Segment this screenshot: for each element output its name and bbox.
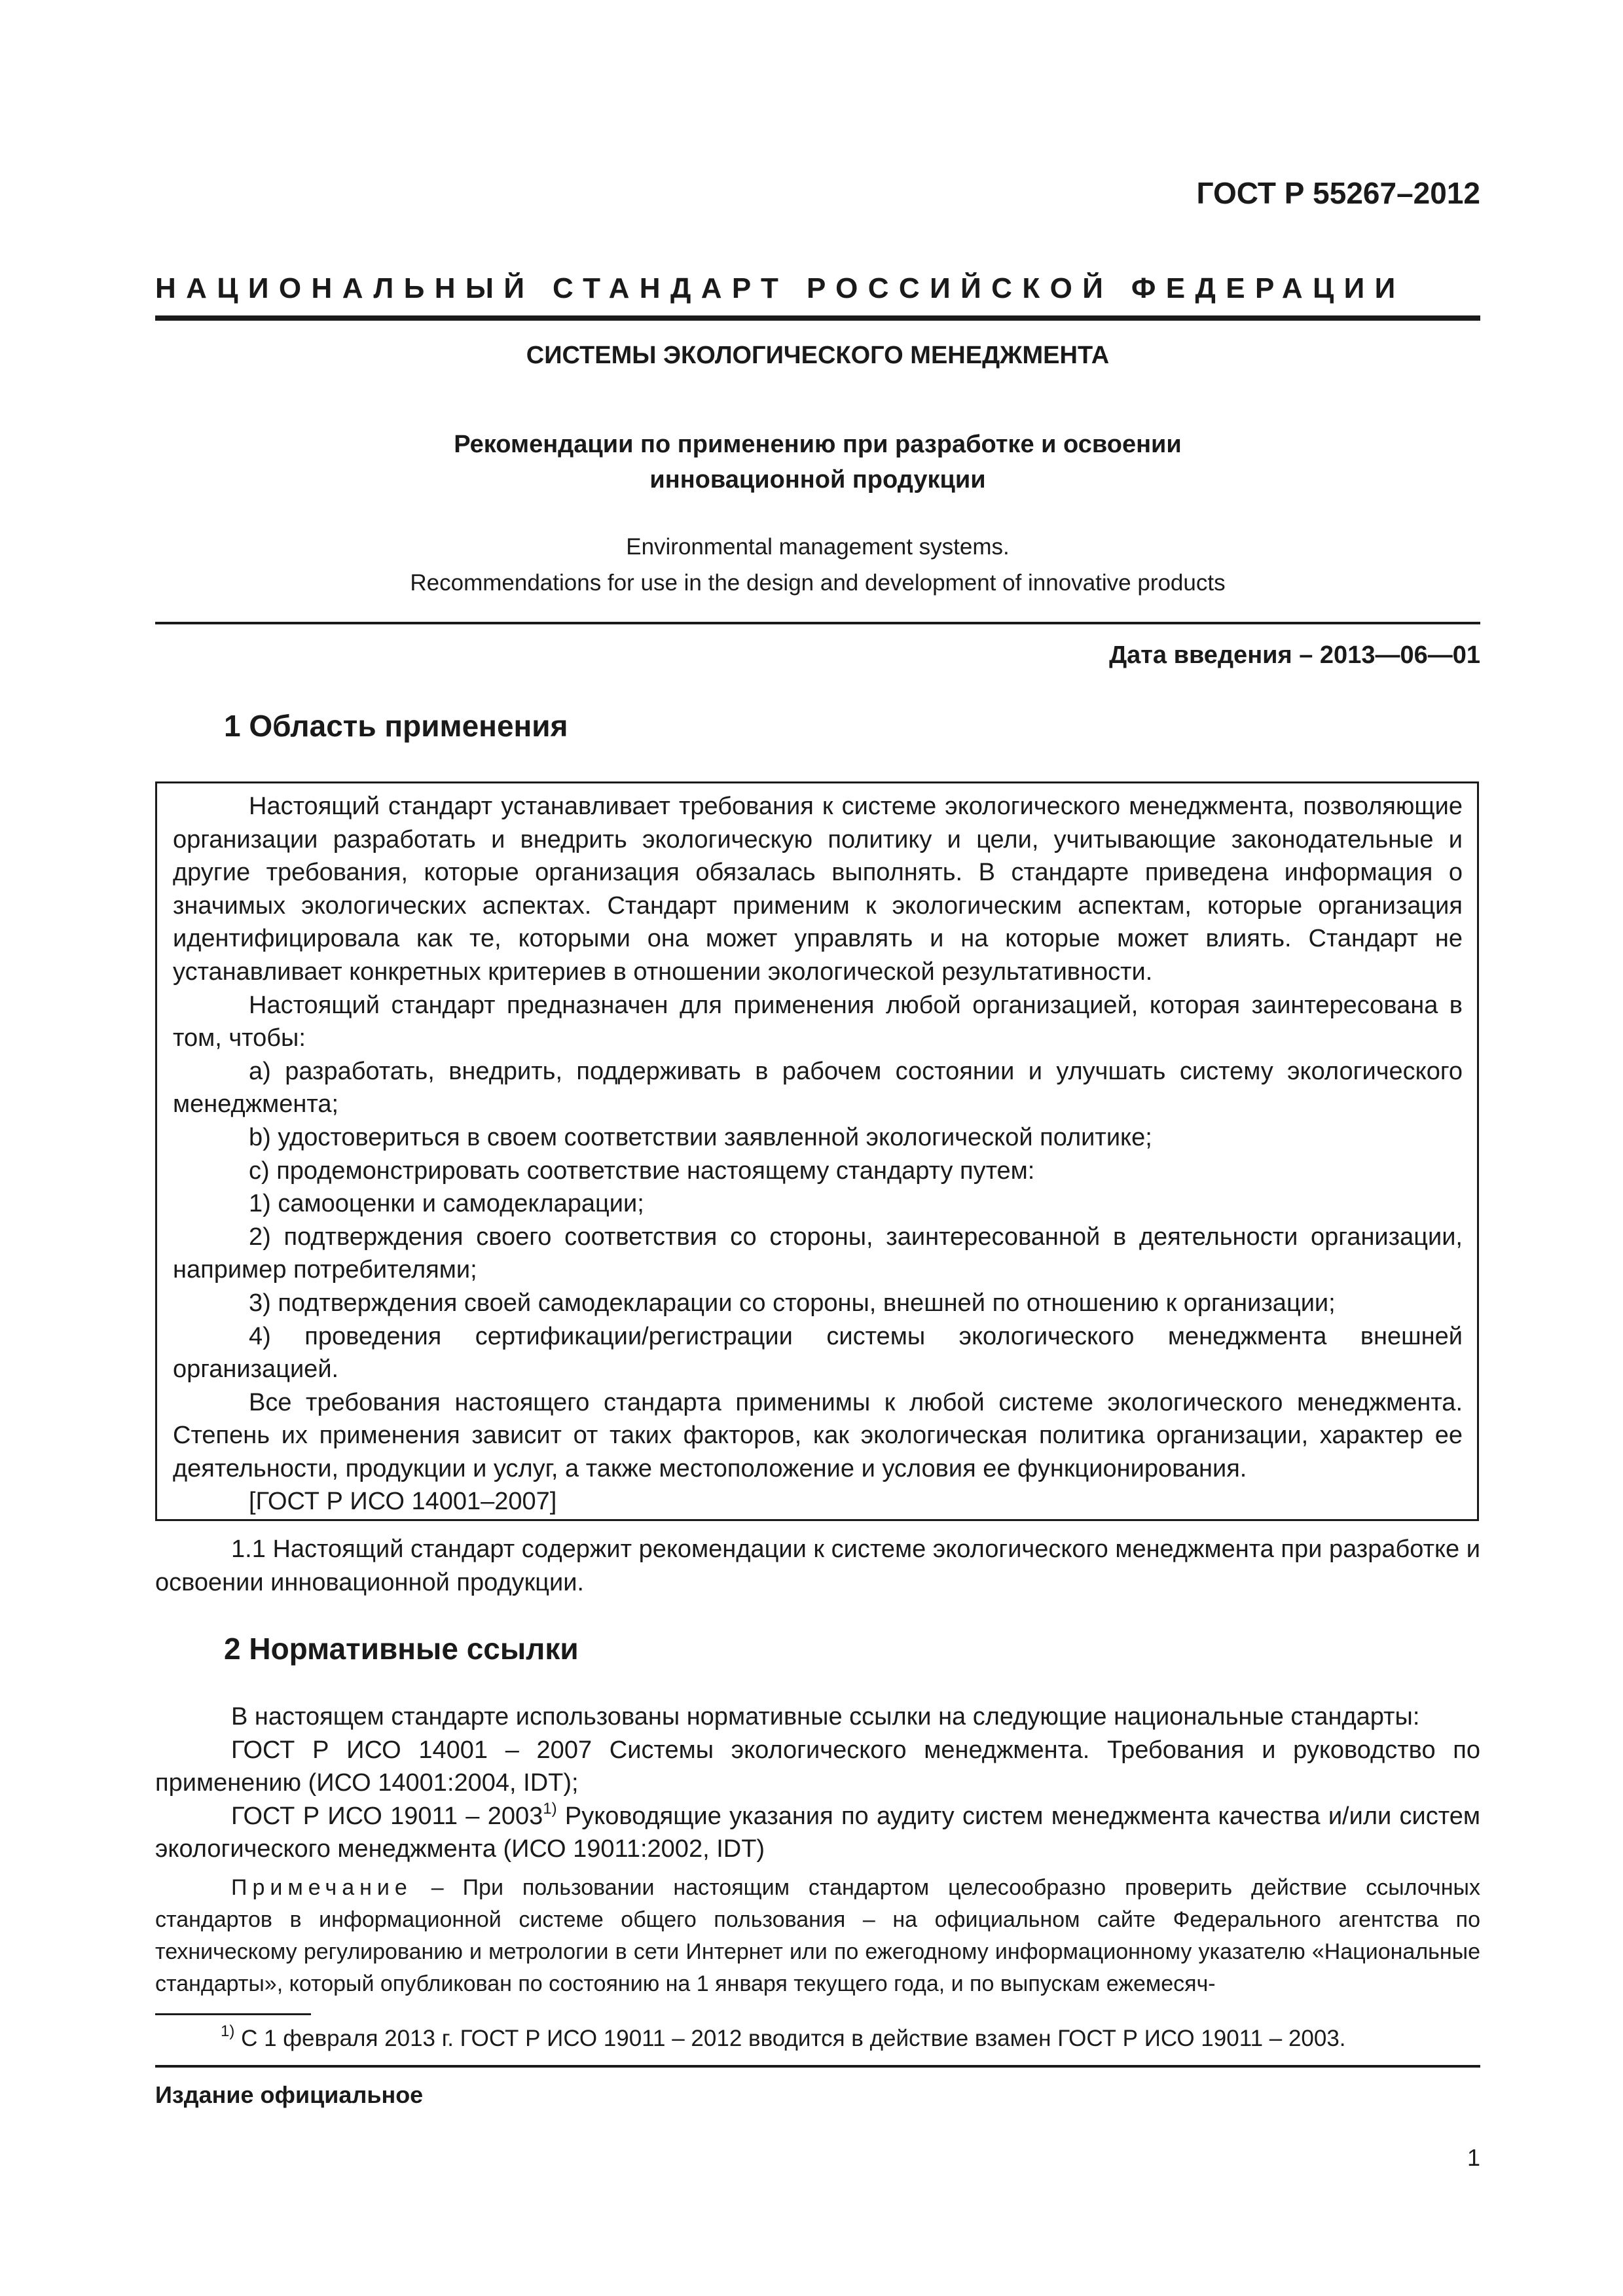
normative-references (155, 1700, 1480, 1866)
reference-item (155, 1800, 1480, 1866)
english-title (155, 529, 1480, 601)
english-title-line-1: Environmental management systems. (626, 534, 1010, 560)
scope-quote-text (173, 790, 1463, 1518)
document-code: ГОСТ Р 55267–2012 (1196, 176, 1480, 210)
reference-code: ГОСТ Р ИСО 19011 – 2003 (231, 1802, 543, 1830)
scope-quote-box (155, 781, 1479, 1521)
reference-title: Руководящие указания по аудиту систем менеджмента качества и/или систем экологического менеджмента (ИСО 19011:2002, IDT) (155, 1802, 1480, 1863)
scope-list-item: 4) проведения сертификации/регистрации системы экологического менеджмента внешней организацией. (173, 1322, 1463, 1384)
footnote (155, 2022, 1480, 2055)
document-subtitle (155, 427, 1480, 497)
scope-paragraph: Настоящий стандарт устанавливает требования к системе экологического менеджмента, позволяющие организации разработать и внедрить экологическую политику и цели, учитывающие законодательные и другие требования, которые организация обязалась выполнять. В стандарте приведена информация о значимых экологических аспектах. Стандарт применим к экологическим аспектам, которые организация идентифицировала как те, которыми она может управлять и на которые может влиять. Стандарт не устанавливает конкретных критериев в отношении экологической результативности. (173, 793, 1463, 986)
reference-item: ГОСТ Р ИСО 14001 – 2007 Системы экологического менеджмента. Требования и руководство по применению (ИСО 14001:2004, IDT); (155, 1736, 1480, 1797)
title-divider (155, 622, 1480, 624)
english-title-line-2: Recommendations for use in the design and development of innovative products (410, 570, 1226, 596)
official-edition-label: Издание официальное (155, 2081, 424, 2108)
note-text: – При пользовании настоящим стандартом целесообразно проверить действие ссылочных стандартов в информационной системе общего пользования – на официальном сайте Федерального агентства по техническому регулированию и метрологии в сети Интернет или по ежегодному информационному указателю «Национальные стандарты», который опубликован по состоянию на 1 января текущего года, и по выпускам ежемесяч- (155, 1875, 1480, 1996)
introduction-date: Дата введения – 2013—06—01 (1109, 641, 1480, 669)
scope-list-item: 3) подтверждения своей самодекларации со стороны, внешней по отношению к организации; (249, 1289, 1336, 1317)
scope-list-item: c) продемонстрировать соответствие настоящему стандарту путем: (249, 1157, 1035, 1185)
subtitle-line-2: инновационной продукции (649, 466, 986, 493)
references-intro: В настоящем стандарте использованы нормативные ссылки на следующие национальные стандарты: (231, 1703, 1420, 1731)
scope-list-item: 1) самооценки и самодекларации; (249, 1190, 644, 1218)
footnote-line (155, 2022, 1480, 2055)
subtitle-line-1: Рекомендации по применению при разработке и освоении (454, 431, 1182, 458)
scope-list-item: b) удостовериться в своем соответствии заявленной экологической политике; (249, 1123, 1152, 1151)
scope-citation: [ГОСТ Р ИСО 14001–2007] (249, 1488, 557, 1516)
scope-paragraph: Настоящий стандарт предназначен для применения любой организацией, которая заинтересована в том, чтобы: (173, 991, 1463, 1052)
note-block (155, 1872, 1480, 2000)
footnote-separator (155, 2013, 311, 2015)
document-title: СИСТЕМЫ ЭКОЛОГИЧЕСКОГО МЕНЕДЖМЕНТА (526, 342, 1110, 369)
scope-list-item: a) разработать, внедрить, поддерживать в рабочем состоянии и улучшать систему экологического менеджмента; (173, 1057, 1463, 1119)
section-2-heading: 2 Нормативные ссылки (224, 1632, 579, 1666)
scope-list-item: 2) подтверждения своего соответствия со стороны, заинтересованной в деятельности организации, например потребителями; (173, 1223, 1463, 1284)
footer-divider (155, 2065, 1480, 2068)
national-standard-banner: НАЦИОНАЛЬНЫЙ СТАНДАРТ РОССИЙСКОЙ ФЕДЕРАЦИИ (155, 272, 1406, 304)
footnote-text: С 1 февраля 2013 г. ГОСТ Р ИСО 19011 – 2012 вводится в действие взамен ГОСТ Р ИСО 19011 – 2003. (234, 2026, 1346, 2051)
section-1-heading: 1 Область применения (224, 709, 568, 743)
footnote-marker: 1) (543, 1800, 557, 1818)
note-label: Примечание (231, 1875, 412, 1900)
clause-1-1-text: 1.1 Настоящий стандарт содержит рекомендации к системе экологического менеджмента при разработке и освоении инновационной продукции. (155, 1535, 1480, 1596)
note-paragraph (155, 1872, 1480, 2000)
clause-1-1 (155, 1533, 1480, 1599)
scope-paragraph: Все требования настоящего стандарта применимы к любой системе экологического менеджмента. Степень их применения зависит от таких факторов, как экологическая политика организации, характер ее деятельности, продукции и услуг, а также местоположение и условия ее функционирования. (173, 1388, 1463, 1482)
page-number: 1 (1467, 2144, 1480, 2171)
header-divider (155, 315, 1480, 321)
footnote-mark: 1) (221, 2022, 235, 2041)
